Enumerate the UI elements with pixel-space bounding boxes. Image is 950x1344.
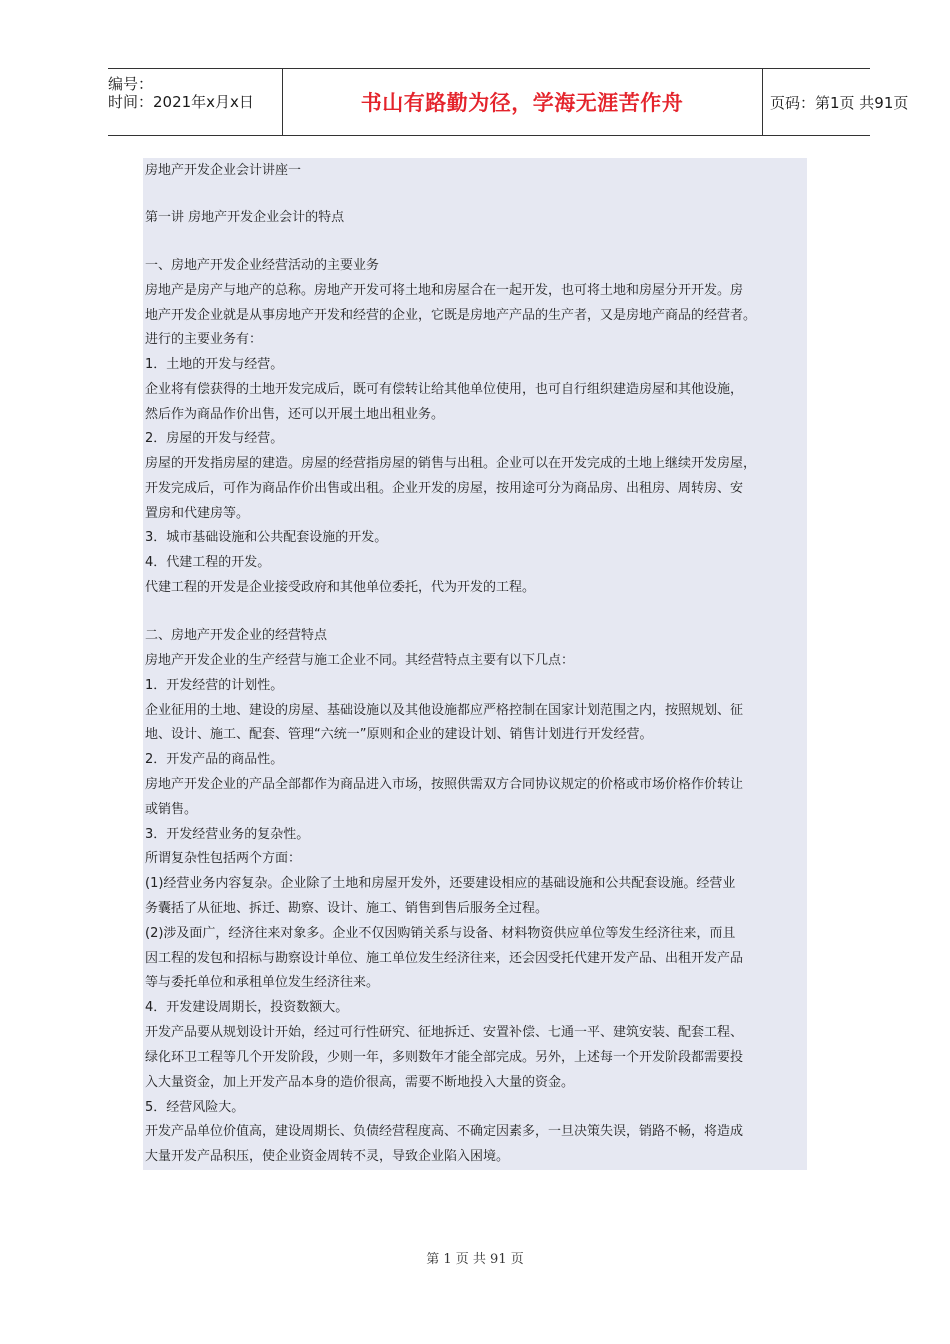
- paragraph-line: 代建工程的开发是企业接受政府和其他单位委托，代为开发的工程。: [145, 580, 536, 595]
- list-heading: 2．房屋的开发与经营。: [145, 431, 284, 446]
- list-heading: 4．开发建设周期长，投资数额大。: [145, 1000, 349, 1015]
- lecture-title: 第一讲 房地产开发企业会计的特点: [145, 210, 345, 225]
- list-heading: 1．开发经营的计划性。: [145, 678, 284, 693]
- paragraph-line: 开发产品单位价值高，建设周期长、负债经营程度高、不确定因素多，一旦决策失误，销路不畅，将造成: [145, 1124, 744, 1139]
- paragraph-line: (2)涉及面广，经济往来对象多。企业不仅因购销关系与设备、材料物资供应单位等发生经济往来，而且: [145, 926, 736, 941]
- header-motto-cell: [282, 69, 763, 135]
- paragraph-line: 入大量资金，加上开发产品本身的造价很高，需要不断地投入大量的资金。: [145, 1075, 575, 1090]
- paragraph-line: 所谓复杂性包括两个方面：: [145, 851, 302, 866]
- paragraph-line: 地产开发企业就是从事房地产开发和经营的企业，它既是房地产产品的生产者，又是房地产商品的经营者。: [145, 308, 757, 323]
- motto-text: 书山有路勤为径，学海无涯苦作舟: [360, 91, 684, 115]
- list-heading: 3．开发经营业务的复杂性。: [145, 827, 310, 842]
- paragraph-line: 房地产开发企业的产品全部都作为商品进入市场，按照供需双方合同协议规定的价格或市场价格作价转让: [145, 777, 744, 792]
- paragraph-line: 开发完成后，可作为商品作价出售或出租。企业开发的房屋，按用途可分为商品房、出租房、周转房、安: [145, 481, 744, 496]
- doc-title: 房地产开发企业会计讲座一: [145, 163, 302, 178]
- paragraph-line: 房屋的开发指房屋的建造。房屋的经营指房屋的销售与出租。企业可以在开发完成的土地上继续开发房屋，: [145, 456, 757, 471]
- paragraph-line: 等与委托单位和承租单位发生经济往来。: [145, 975, 380, 990]
- paragraph-line: 进行的主要业务有：: [145, 332, 263, 347]
- paragraph-line: 地、设计、施工、配套、管理“六统一”原则和企业的建设计划、销售计划进行开发经营。: [145, 727, 653, 742]
- paragraph-line: 置房和代建房等。: [145, 506, 250, 521]
- list-heading: 4．代建工程的开发。: [145, 555, 271, 570]
- page-code: 页码：第1页 共91页: [770, 93, 909, 112]
- paragraph-line: 然后作为商品作价出售，还可以开展土地出租业务。: [145, 407, 445, 422]
- paragraph-line: 大量开发产品积压，使企业资金周转不灵，导致企业陷入困境。: [145, 1149, 510, 1164]
- paragraph-line: 企业将有偿获得的土地开发完成后，既可有偿转让给其他单位使用，也可自行组织建造房屋和其他设施，: [145, 382, 744, 397]
- section-heading: 一、房地产开发企业经营活动的主要业务: [145, 258, 380, 273]
- paragraph-line: 企业征用的土地、建设的房屋、基础设施以及其他设施都应严格控制在国家计划范围之内，按照规划、征: [145, 703, 744, 718]
- list-heading: 5．经营风险大。: [145, 1100, 245, 1115]
- paragraph-line: 因工程的发包和招标与勘察设计单位、施工单位发生经济往来，还会因受托代建开发产品、出租开发产品: [145, 951, 744, 966]
- paragraph-line: 或销售。: [145, 802, 198, 817]
- header-page-cell: [762, 69, 909, 135]
- page-footer: 第 1 页 共 91 页: [426, 1252, 524, 1267]
- document-header: [108, 68, 909, 136]
- list-heading: 3．城市基础设施和公共配套设施的开发。: [145, 530, 388, 545]
- paragraph-line: 务囊括了从征地、拆迁、勘察、设计、施工、销售到售后服务全过程。: [145, 901, 549, 916]
- section-heading: 二、房地产开发企业的经营特点: [145, 628, 328, 643]
- list-heading: 2．开发产品的商品性。: [145, 752, 284, 767]
- paragraph-line: (1)经营业务内容复杂。企业除了土地和房屋开发外，还要建设相应的基础设施和公共配套设施。经营业: [145, 876, 736, 891]
- paragraph-line: 绿化环卫工程等几个开发阶段，少则一年，多则数年才能全部完成。另外，上述每一个开发阶段都需要投: [145, 1050, 744, 1065]
- list-heading: 1．土地的开发与经营。: [145, 357, 284, 372]
- document-body: [143, 158, 807, 1170]
- paragraph-line: 开发产品要从规划设计开始，经过可行性研究、征地拆迁、安置补偿、七通一平、建筑安装、配套工程、: [145, 1025, 744, 1040]
- paragraph-line: 房地产开发企业的生产经营与施工企业不同。其经营特点主要有以下几点：: [145, 653, 575, 668]
- header-left-cell: [108, 69, 283, 135]
- number-label: 编号：: [108, 75, 154, 93]
- paragraph-line: 房地产是房产与地产的总称。房地产开发可将土地和房屋合在一起开发，也可将土地和房屋分开开发。房: [145, 283, 744, 298]
- time-label: 时间：2021年x月x日: [108, 93, 254, 111]
